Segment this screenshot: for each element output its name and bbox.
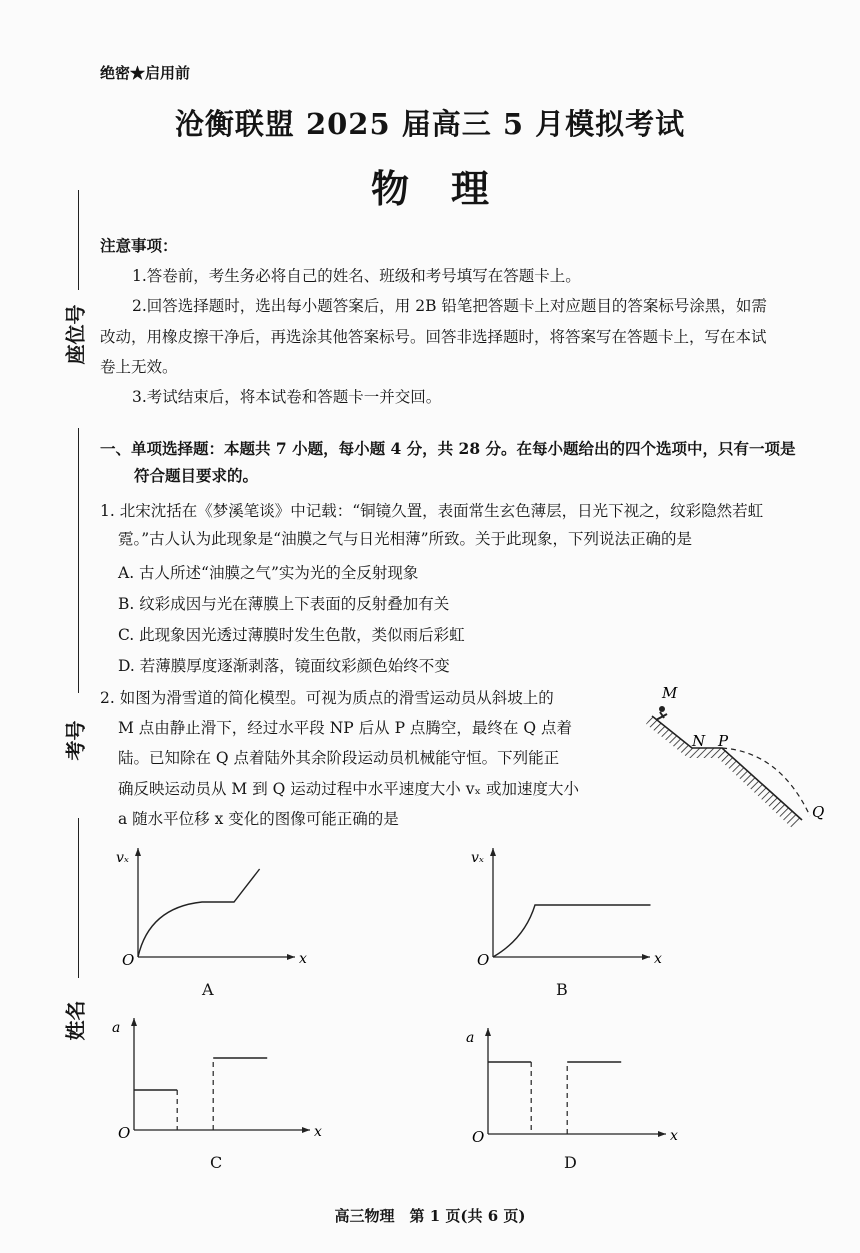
notice-heading: 注意事项：: [100, 236, 178, 255]
chart-d-x-arrow: [658, 1131, 666, 1137]
chart-c-x-label: x: [314, 1124, 322, 1140]
section-heading-line-2: 符合题目要求的。: [134, 466, 259, 485]
chart-a-x-label: x: [299, 951, 307, 967]
exam-no-label: 考号: [63, 720, 88, 761]
chart-c-origin-label: O: [118, 1124, 131, 1142]
q1-option-a: A. 古人所述“油膜之气”实为光的全反射现象: [118, 564, 419, 582]
chart-b-y-arrow: [490, 848, 496, 856]
chart-b-y-label: vₓ: [471, 850, 484, 866]
exam-title: 沧衡联盟 2025 届高三 5 月模拟考试: [174, 107, 686, 141]
skier-icon: [656, 706, 667, 720]
chart-b: [465, 842, 665, 967]
chart-b-caption: B: [556, 980, 568, 999]
seat-line: [78, 190, 79, 290]
chart-d-y-label: a: [466, 1030, 475, 1046]
chart-c-caption: C: [210, 1153, 223, 1172]
q2-stem-line-3: 陆。已知除在 Q 点着陆外其余阶段运动员机械能守恒。下列能正: [118, 749, 560, 767]
section-heading-line-1: 一、单项选择题：本题共 7 小题，每小题 4 分，共 28 分。在每小题给出的四个选项中，只有一项是: [100, 439, 796, 458]
notice-item-2-line-3: 卷上无效。: [100, 358, 178, 376]
notice-item-3: 3.考试结束后，将本试卷和答题卡一并交回。: [132, 388, 442, 406]
chart-d-caption: D: [564, 1153, 577, 1172]
notice-item-2-line-1: 2.回答选择题时，选出每小题答案后，用 2B 铅笔把答题卡上对应题目的答案标号涂黑，如需: [132, 297, 767, 315]
ski-slope-figure: [640, 680, 840, 840]
chart-b-x-arrow: [642, 954, 650, 960]
chart-c-y-label: a: [112, 1020, 121, 1036]
chart-c-x-arrow: [302, 1127, 310, 1133]
name-label: 姓名: [63, 1000, 88, 1041]
chart-b-origin-label: O: [477, 951, 490, 969]
chart-a-caption: A: [202, 980, 214, 999]
q1-stem-line-1: 1. 北宋沈括在《梦溪笔谈》中记载：“铜镜久置，表面常生玄色薄层，日光下视之，纹彩隐然若虹: [100, 502, 764, 520]
point-n-label: N: [692, 732, 706, 750]
chart-a-origin-label: O: [122, 951, 135, 969]
chart-a-y-label: vₓ: [116, 850, 129, 866]
chart-c: [112, 1012, 322, 1142]
chart-d-y-arrow: [485, 1028, 491, 1036]
point-q-label: Q: [812, 803, 825, 821]
subject-title: 物理: [370, 166, 531, 211]
q1-option-c: C. 此现象因光透过薄膜时发生色散，类似雨后彩虹: [118, 626, 465, 644]
notice-item-1: 1.答卷前，考生务必将自己的姓名、班级和考号填写在答题卡上。: [132, 267, 581, 285]
chart-d-x-label: x: [670, 1128, 678, 1144]
chart-a-x-arrow: [287, 954, 295, 960]
point-p-label: P: [718, 732, 729, 750]
seat-label: 座位号: [63, 304, 88, 365]
chart-b-series-line: [493, 905, 651, 957]
exam-no-line: [78, 428, 79, 693]
chart-d: [468, 1022, 678, 1144]
q1-option-b: B. 纹彩成因与光在薄膜上下表面的反射叠加有关: [118, 595, 450, 613]
name-line: [78, 818, 79, 978]
q2-stem-line-4: 确反映运动员从 M 到 Q 运动过程中水平速度大小 vₓ 或加速度大小: [118, 780, 579, 798]
q2-stem-line-2: M 点由静止滑下，经过水平段 NP 后从 P 点腾空，最终在 Q 点着: [118, 719, 572, 737]
q1-stem-line-2: 霓。”古人认为此现象是“油膜之气与日光相薄”所致。关于此现象，下列说法正确的是: [118, 530, 693, 548]
chart-a-series-line: [138, 869, 260, 957]
point-m-label: M: [662, 684, 678, 702]
confidential-label: 绝密★启用前: [100, 64, 191, 82]
chart-d-origin-label: O: [472, 1128, 485, 1146]
q2-stem-line-5: a 随水平位移 x 变化的图像可能正确的是: [118, 810, 399, 828]
chart-b-x-label: x: [654, 951, 662, 967]
chart-a: [110, 842, 310, 967]
page-footer: 高三物理 第 1 页(共 6 页): [334, 1207, 526, 1225]
notice-item-2-line-2: 改动，用橡皮擦干净后，再选涂其他答案标号。回答非选择题时，将答案写在答题卡上，写在本试: [100, 328, 767, 346]
q1-option-d: D. 若薄膜厚度逐渐剥落，镜面纹彩颜色始终不变: [118, 657, 450, 675]
chart-a-y-arrow: [135, 848, 141, 856]
chart-c-y-arrow: [131, 1018, 137, 1026]
q2-stem-line-1: 2. 如图为滑雪道的简化模型。可视为质点的滑雪运动员从斜坡上的: [100, 689, 554, 707]
